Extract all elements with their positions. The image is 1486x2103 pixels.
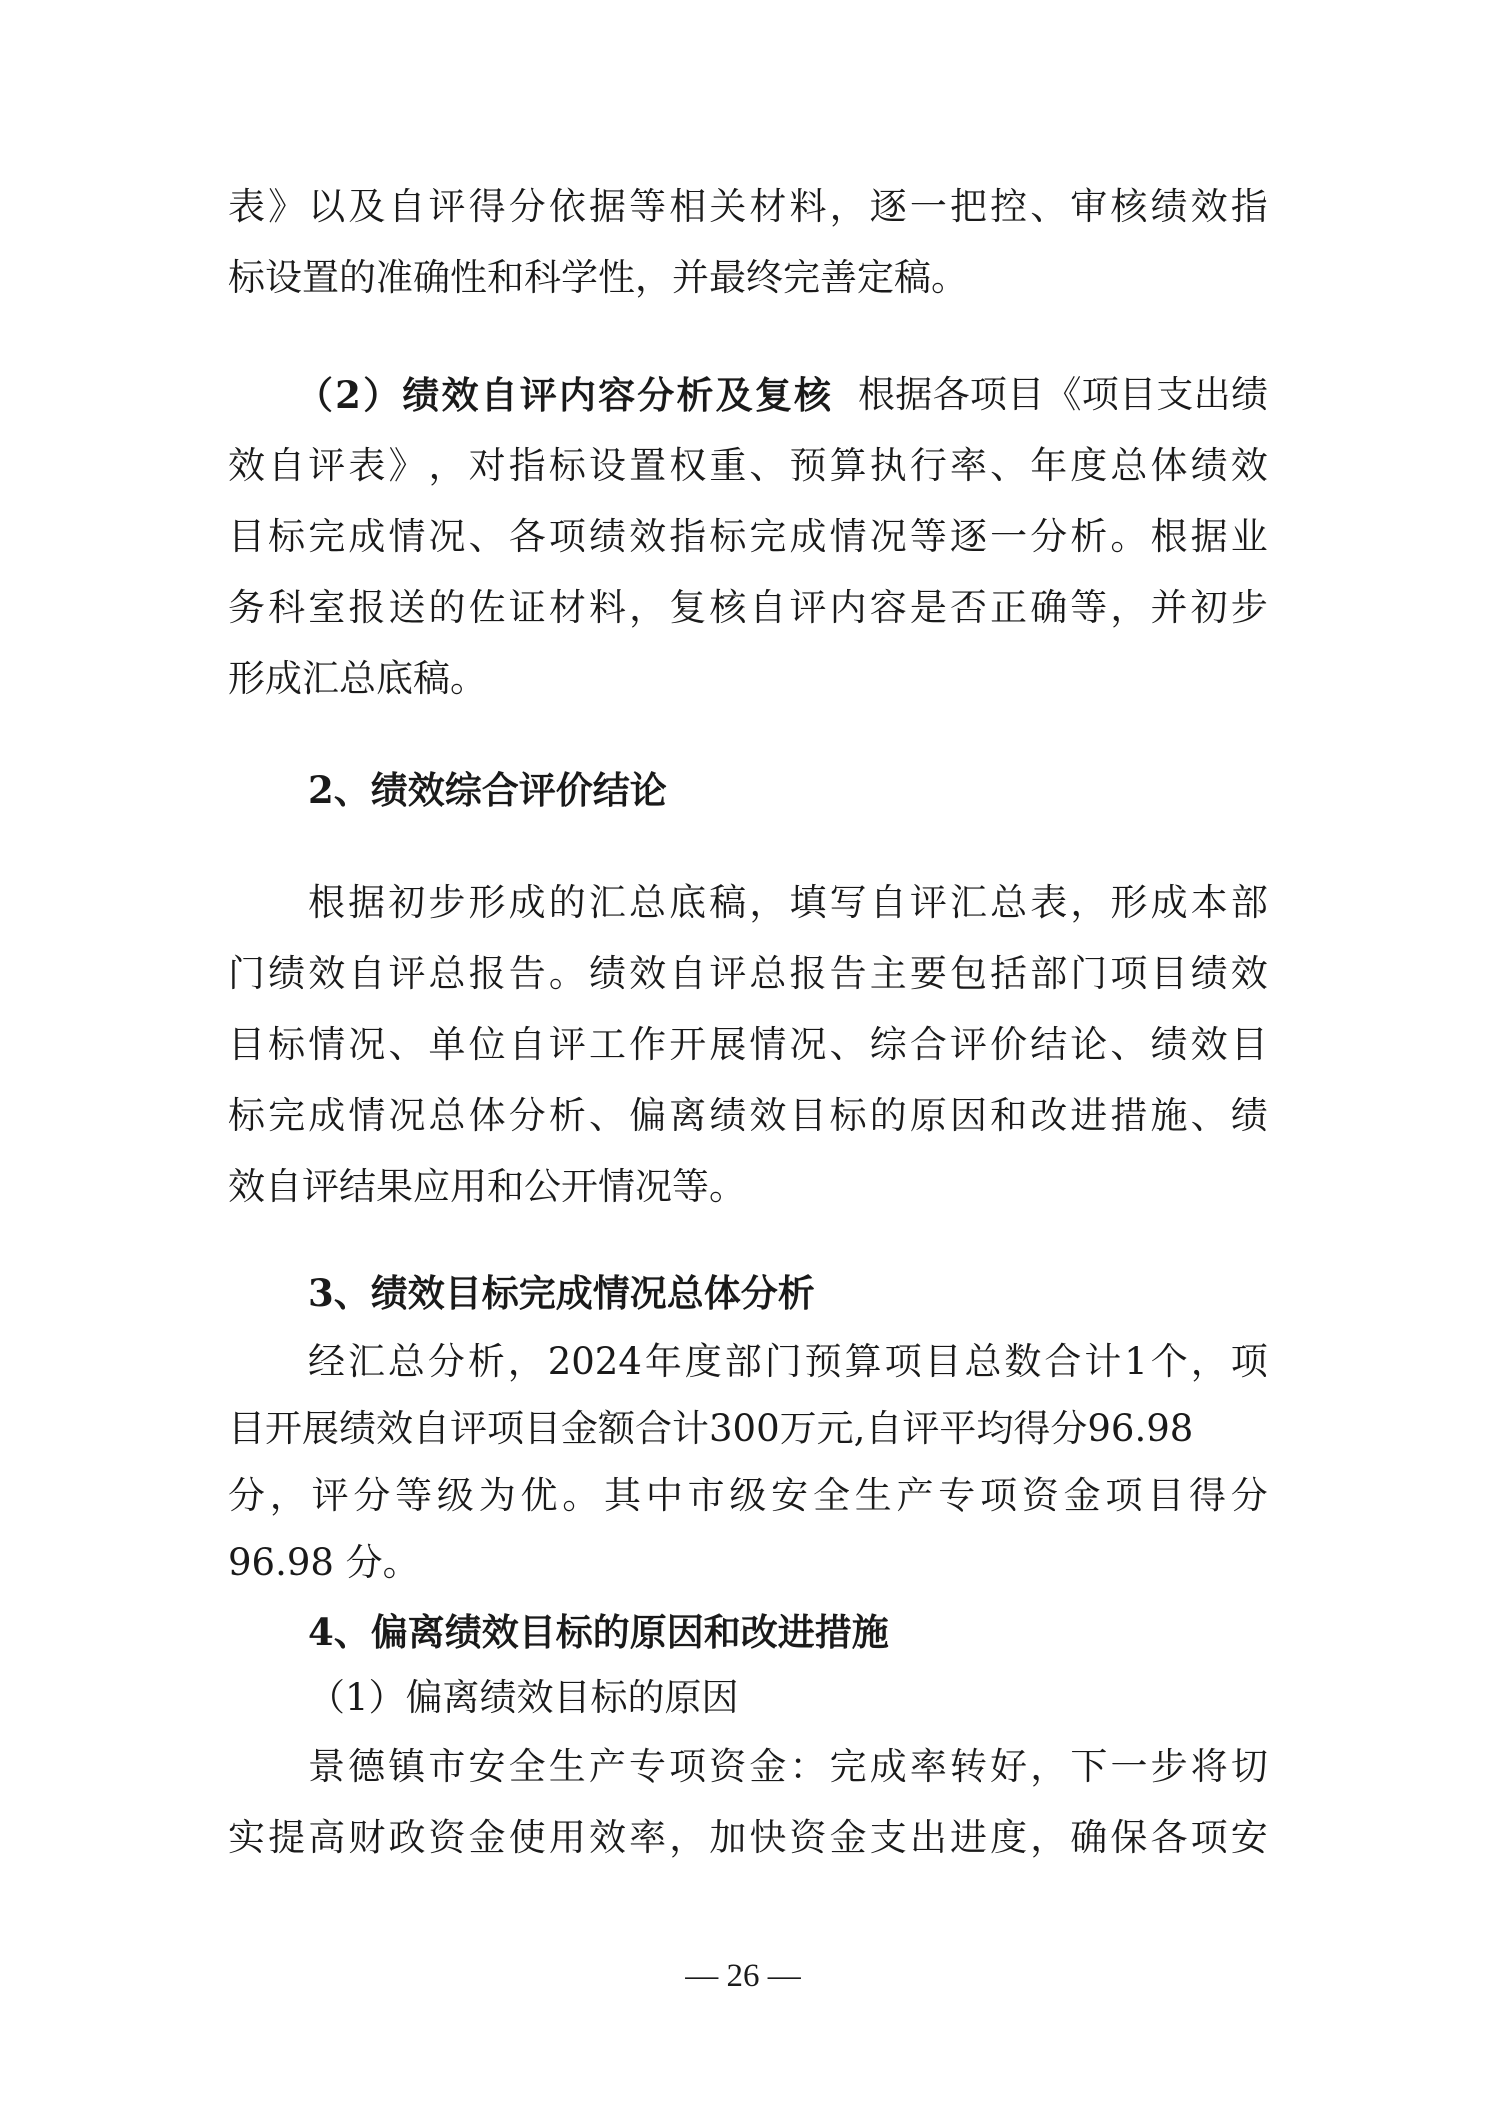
paragraph-first-line: 根 据 初 步 形 成 的 汇 总 底 稿 ， 填 写 自 评 汇 总 表 ， 形 成 本 部 xyxy=(308,881,1268,924)
section-heading-3: 3、绩效目标完成情况总体分析 xyxy=(308,1271,815,1315)
paragraph-line: 目开展绩效自评项目金额合计300万元,自评平均得分96.98 xyxy=(228,1407,1194,1450)
paragraph-line xyxy=(228,1338,1268,1386)
paragraph-line: 效 自 评 表 》 ， 对 指 标 设 置 权 重 、 预 算 执 行 率 、 年 度 总 体 绩 效 xyxy=(228,444,1268,487)
paragraph-line xyxy=(228,1743,1268,1791)
section-heading-4: 4、偏离绩效目标的原因和改进措施 xyxy=(308,1610,889,1654)
paragraph-line xyxy=(228,879,1268,927)
paragraph-line: 门 绩 效 自 评 总 报 告 。 绩 效 自 评 总 报 告 主 要 包 括 部 门 项 目 绩 效 xyxy=(228,952,1268,995)
paragraph-line: 标 完 成 情 况 总 体 分 析 、 偏 离 绩 效 目 标 的 原 因 和 改 进 措 施 、 绩 xyxy=(228,1094,1268,1137)
paragraph-text: 根 据 各 项 目 《 项 目 支 出 绩 xyxy=(858,373,1268,416)
paragraph-line: 形成汇总底稿。 xyxy=(228,657,487,700)
subsection-heading-2: （ 2 ） 绩 效 自 评 内 容 分 析 及 复 核 xyxy=(296,373,831,417)
paragraph-line: 分 ， 评 分 等 级 为 优 。 其 中 市 级 安 全 生 产 专 项 资 金 项 目 得 分 xyxy=(228,1474,1268,1517)
paragraph-line: 目 标 完 成 情 况 、 各 项 绩 效 指 标 完 成 情 况 等 逐 一 分 析 。 根 据 业 xyxy=(228,515,1268,558)
mixed-line xyxy=(228,371,1268,419)
page-number: — 26 — xyxy=(685,1958,801,1994)
paragraph-line: 目 标 情 况 、 单 位 自 评 工 作 开 展 情 况 、 综 合 评 价 结 论 、 绩 效 目 xyxy=(228,1023,1268,1066)
paragraph-line: 务 科 室 报 送 的 佐 证 材 料 ， 复 核 自 评 内 容 是 否 正 确 等 ， 并 初 步 xyxy=(228,586,1268,629)
paragraph-line: 标设置的准确性和科学性，并最终完善定稿。 xyxy=(228,256,968,299)
paragraph-line: 效自评结果应用和公开情况等。 xyxy=(228,1165,746,1208)
paragraph-line: 表 》 以 及 自 评 得 分 依 据 等 相 关 材 料 ， 逐 一 把 控 、 审 核 绩 效 指 xyxy=(228,185,1268,228)
subsection-heading-1: （1）偏离绩效目标的原因 xyxy=(308,1676,739,1719)
section-heading-2: 2、绩效综合评价结论 xyxy=(308,768,667,812)
paragraph-line: 96.98 分。 xyxy=(228,1541,420,1584)
paragraph-line: 实 提 高 财 政 资 金 使 用 效 率 ， 加 快 资 金 支 出 进 度 ， 确 保 各 项 安 xyxy=(228,1816,1268,1859)
paragraph-first-line: 经 汇 总 分 析 ， 2024 年 度 部 门 预 算 项 目 总 数 合 计 1 个 ， 项 xyxy=(308,1340,1268,1383)
paragraph-first-line: 景 德 镇 市 安 全 生 产 专 项 资 金 ： 完 成 率 转 好 ， 下 一 步 将 切 xyxy=(308,1745,1268,1788)
section-line-with-heading xyxy=(228,371,1268,419)
